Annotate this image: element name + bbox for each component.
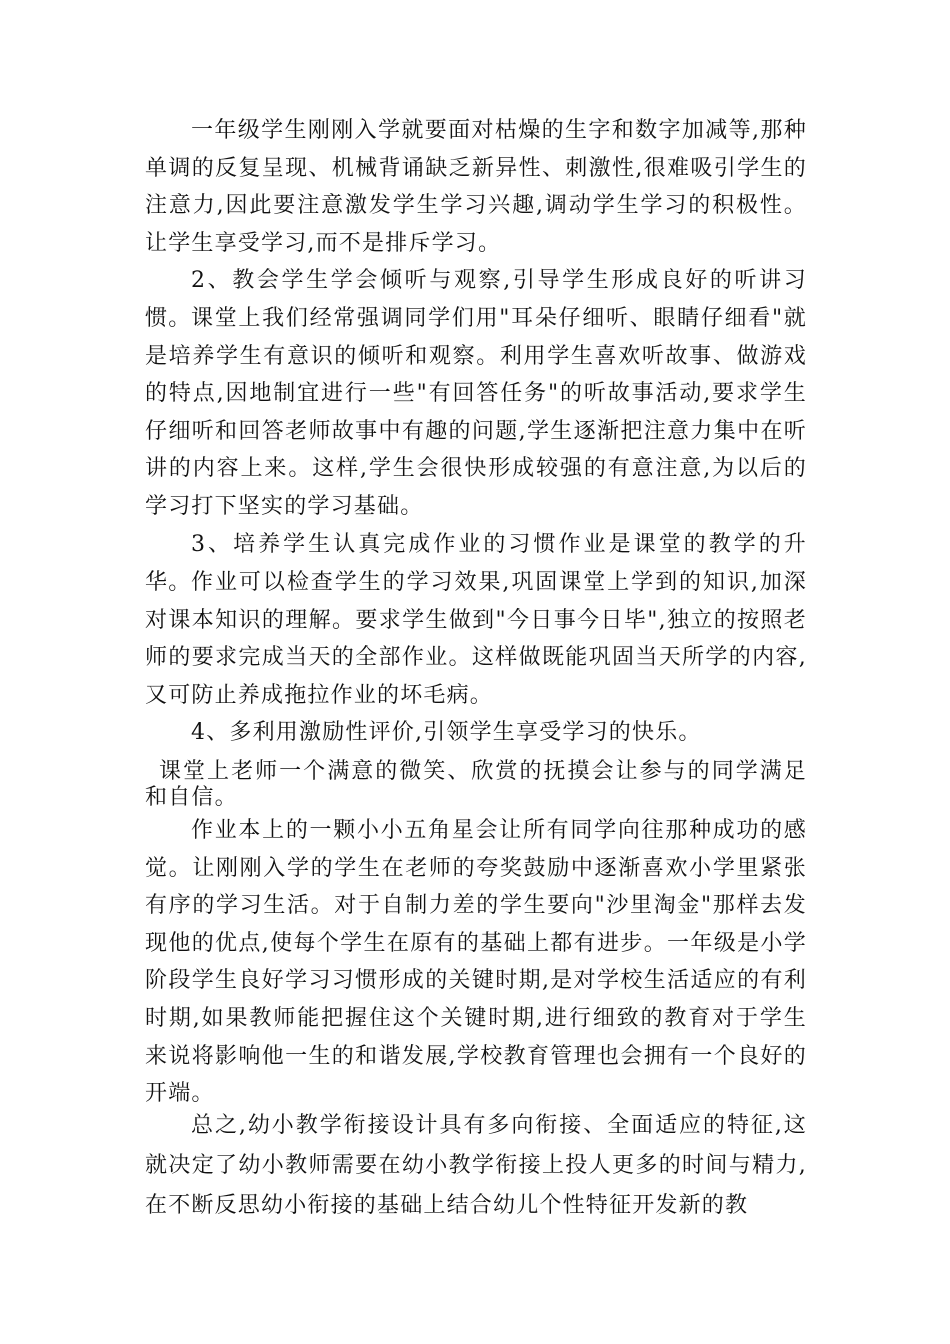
paragraph-6: 总之,幼小教学衔接设计具有多向衔接、全面适应的特征,这就决定了幼小教师需要在幼小教学衔接上投人更多的时间与精力,在不断反思幼小衔接的基础上结合幼儿个性特征开发新的教 bbox=[145, 1113, 807, 1218]
paragraph-4: 课堂上老师一个满意的微笑、欣赏的抚摸会让参与的同学满足和自信。 bbox=[145, 759, 807, 810]
paragraph-3: 作业可以检查学生的学习效果,巩固课堂上学到的知识,加深对课本知识的理解。要求学生做到"今日事今日毕",独立的按照老师的要求完成当天的全部作业。这样做既能巩固当天所学的内容,又可防止养成拖拉作业的坏毛病。 bbox=[145, 570, 807, 708]
heading-2: 2、教会学生学会倾听与观察,引导学生形成良好的听讲习惯。 bbox=[145, 268, 807, 331]
heading-4: 4、多利用激励性评价,引领学生享受学习的快乐。 bbox=[191, 720, 702, 745]
heading-3: 3、培养学生认真完成作业的习惯作业是课堂的教学的升华。 bbox=[145, 532, 807, 595]
paragraph-1: 一年级学生刚刚入学就要面对枯燥的生字和数字加减等,那种单调的反复呈现、机械背诵缺乏新异性、刺激性,很难吸引学生的注意力,因此要注意激发学生学习兴趣,调动学生学习的积极性。让学生享受学习,而不是排斥学习。 bbox=[145, 118, 807, 256]
paragraph-5: 作业本上的一颗小小五角星会让所有同学向往那种成功的感觉。让刚刚入学的学生在老师的夸奖鼓励中逐渐喜欢小学里紧张有序的学习生活。对于自制力差的学生要向"沙里淘金"那样去发现他的优点,使每个学生在原有的基础上都有进步。一年级是小学阶段学生良好学习习惯形成的关键时期,是对学校生活适应的有利时期,如果教师能把握住这个关键时期,进行细致的教育对于学生来说将影响他一生的和谐发展,学校教育管理也会拥有一个良好的开端。 bbox=[145, 818, 807, 1107]
paragraph-2: 课堂上我们经常强调同学们用"耳朵仔细听、眼睛仔细看"就是培养学生有意识的倾听和观察。利用学生喜欢听故事、做游戏的特点,因地制宜进行一些"有回答任务"的听故事活动,要求学生仔细听和回答老师故事中有趣的问题,学生逐渐把注意力集中在听讲的内容上来。这样,学生会很快形成较强的有意注意,为以后的学习打下坚实的学习基础。 bbox=[145, 306, 807, 519]
